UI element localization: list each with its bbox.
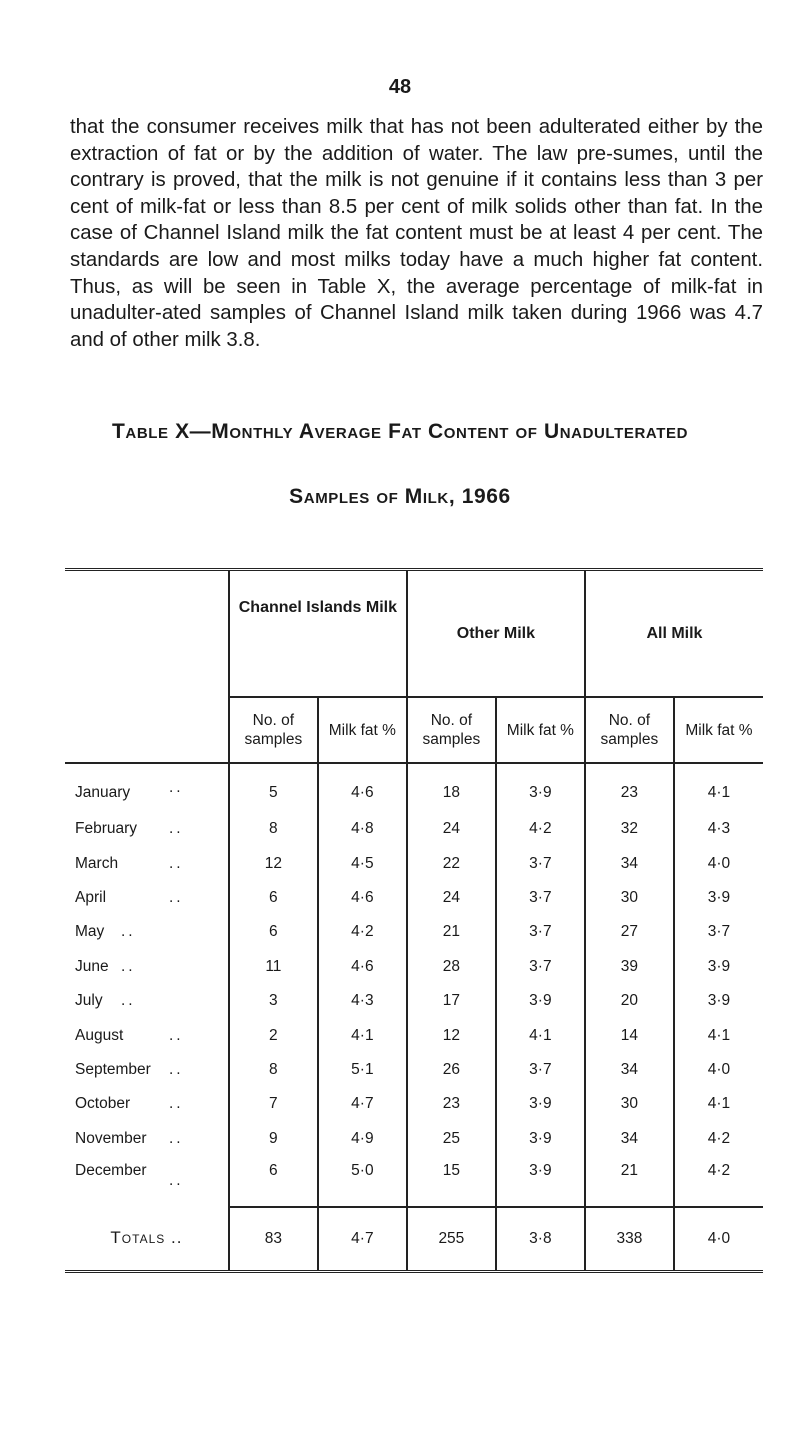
group-header-row <box>65 570 763 698</box>
month-label: December <box>75 1161 147 1179</box>
ci-samples-cell: 6 <box>229 881 318 915</box>
all-samples-cell: 14 <box>585 1018 674 1052</box>
channel-islands-header: Channel Islands Milk <box>229 570 407 698</box>
all-samples-cell: 32 <box>585 812 674 846</box>
other-samples-header: No. of samples <box>407 697 496 763</box>
other-samples-cell: 17 <box>407 984 496 1018</box>
other-samples-cell: 18 <box>407 763 496 812</box>
leader-dots: .. <box>169 1060 184 1078</box>
month-label: February <box>75 820 138 838</box>
month-subheader-blank <box>65 697 229 763</box>
leader-dots: .. <box>169 854 184 872</box>
all-samples-cell: 34 <box>585 846 674 880</box>
ci-fat-cell: 4·2 <box>318 915 407 949</box>
ci-samples-cell: 7 <box>229 1087 318 1121</box>
month-cell <box>65 763 229 812</box>
all-fat-cell: 4·1 <box>674 763 763 812</box>
ci-fat-cell: 4·1 <box>318 1018 407 1052</box>
all-samples-cell: 20 <box>585 984 674 1018</box>
ci-fat-cell: 4·3 <box>318 984 407 1018</box>
all-fat-cell: 3·9 <box>674 881 763 915</box>
all-samples-cell: 23 <box>585 763 674 812</box>
leader-dots: .. <box>121 992 136 1010</box>
other-fat-cell: 3·7 <box>496 915 585 949</box>
other-samples-cell: 24 <box>407 881 496 915</box>
table-title: Table X—Monthly Average Fat Content of Unadulterated <box>111 420 689 443</box>
all-milk-header: All Milk <box>585 570 763 698</box>
leader-dots: .. <box>169 1026 184 1044</box>
leader-dots: .. <box>169 779 184 796</box>
month-header-blank <box>65 570 229 698</box>
other-samples-cell: 28 <box>407 950 496 984</box>
totals-label: Totals .. <box>110 1228 183 1248</box>
other-samples-cell: 23 <box>407 1087 496 1121</box>
all-samples-cell: 34 <box>585 1053 674 1087</box>
table-row <box>65 812 763 846</box>
other-fat-cell: 3·7 <box>496 950 585 984</box>
ci-samples-cell: 6 <box>229 1156 318 1207</box>
table-row <box>65 1053 763 1087</box>
other-samples-cell: 25 <box>407 1122 496 1156</box>
other-samples-cell: 26 <box>407 1053 496 1087</box>
ci-samples-cell: 9 <box>229 1122 318 1156</box>
other-fat-cell: 3·7 <box>496 846 585 880</box>
other-fat-cell: 3·9 <box>496 1087 585 1121</box>
month-label: September <box>75 1060 151 1078</box>
other-fat-header: Milk fat % <box>496 697 585 763</box>
all-fat-cell: 4·2 <box>674 1122 763 1156</box>
other-fat-cell: 3·9 <box>496 1122 585 1156</box>
ci-samples-cell: 3 <box>229 984 318 1018</box>
all-fat-cell: 3·9 <box>674 984 763 1018</box>
month-label: July <box>75 992 103 1010</box>
totals-all-fat: 4·0 <box>674 1207 763 1272</box>
leader-dots: .. <box>121 957 136 975</box>
all-samples-cell: 34 <box>585 1122 674 1156</box>
all-samples-cell: 30 <box>585 881 674 915</box>
month-label: April <box>75 888 107 906</box>
leader-dots: .. <box>169 1172 184 1190</box>
totals-other-samples: 255 <box>407 1207 496 1272</box>
month-cell <box>65 846 229 880</box>
month-cell <box>65 1156 229 1207</box>
totals-ci-samples: 83 <box>229 1207 318 1272</box>
other-fat-cell: 3·9 <box>496 984 585 1018</box>
table-row <box>65 1087 763 1121</box>
other-samples-cell: 15 <box>407 1156 496 1207</box>
ci-fat-cell: 4·7 <box>318 1087 407 1121</box>
leader-dots: .. <box>169 1095 184 1113</box>
leader-dots: .. <box>169 888 184 906</box>
ci-samples-cell: 2 <box>229 1018 318 1052</box>
all-samples-cell: 21 <box>585 1156 674 1207</box>
other-fat-cell: 3·9 <box>496 763 585 812</box>
month-cell <box>65 812 229 846</box>
all-samples-cell: 39 <box>585 950 674 984</box>
ci-fat-cell: 4·8 <box>318 812 407 846</box>
month-cell <box>65 915 229 949</box>
ci-fat-cell: 4·6 <box>318 763 407 812</box>
month-label: May <box>75 923 105 941</box>
table-row <box>65 1122 763 1156</box>
all-fat-cell: 4·0 <box>674 846 763 880</box>
all-fat-header: Milk fat % <box>674 697 763 763</box>
ci-samples-cell: 5 <box>229 763 318 812</box>
body-paragraph: that the consumer receives milk that has not been adulterated either by the extraction of fat or by the addition of water. The law pre-sumes, until the contrary is proved, that the milk is not genuine if it contains less than 3 per cent of milk-fat or less than 8.5 per cent of milk solids other than fat. In the case of Channel Island milk the fat content must be at least 4 per cent. The standards are low and most milks today have a much higher fat content. Thus, as will be seen in Table X, the average percentage of milk-fat in unadulter-ated samples of Channel Island milk taken during 1966 was 4.7 and of other milk 3.8. <box>70 116 763 351</box>
other-fat-cell: 4·1 <box>496 1018 585 1052</box>
ci-samples-cell: 8 <box>229 812 318 846</box>
all-samples-cell: 27 <box>585 915 674 949</box>
month-cell <box>65 1122 229 1156</box>
month-cell <box>65 1087 229 1121</box>
ci-samples-cell: 6 <box>229 915 318 949</box>
month-cell <box>65 1018 229 1052</box>
all-fat-cell: 3·7 <box>674 915 763 949</box>
page-number: 48 <box>388 76 412 98</box>
table-row <box>65 846 763 880</box>
month-cell <box>65 1053 229 1087</box>
table-row <box>65 881 763 915</box>
ci-fat-cell: 4·5 <box>318 846 407 880</box>
ci-fat-cell: 4·6 <box>318 950 407 984</box>
ci-fat-header: Milk fat % <box>318 697 407 763</box>
all-samples-cell: 30 <box>585 1087 674 1121</box>
table-row <box>65 915 763 949</box>
leader-dots: .. <box>169 1129 184 1147</box>
month-label: January <box>75 784 131 801</box>
table-subtitle: Samples of Milk, 1966 <box>289 485 511 508</box>
ci-fat-cell: 5·0 <box>318 1156 407 1207</box>
month-label: November <box>75 1129 147 1147</box>
table-row <box>65 1018 763 1052</box>
month-label: June <box>75 957 109 975</box>
ci-fat-cell: 4·9 <box>318 1122 407 1156</box>
month-label: August <box>75 1026 124 1044</box>
fat-content-table <box>65 568 763 1273</box>
totals-other-fat: 3·8 <box>496 1207 585 1272</box>
all-fat-cell: 4·1 <box>674 1018 763 1052</box>
all-fat-cell: 4·2 <box>674 1156 763 1207</box>
all-fat-cell: 3·9 <box>674 950 763 984</box>
all-samples-header: No. of samples <box>585 697 674 763</box>
totals-ci-fat: 4·7 <box>318 1207 407 1272</box>
ci-samples-header: No. of samples <box>229 697 318 763</box>
other-fat-cell: 4·2 <box>496 812 585 846</box>
ci-fat-cell: 4·6 <box>318 881 407 915</box>
month-label: October <box>75 1095 131 1113</box>
sub-header-row <box>65 697 763 763</box>
table-row <box>65 950 763 984</box>
ci-fat-cell: 5·1 <box>318 1053 407 1087</box>
month-cell <box>65 881 229 915</box>
all-fat-cell: 4·0 <box>674 1053 763 1087</box>
all-fat-cell: 4·3 <box>674 812 763 846</box>
other-samples-cell: 21 <box>407 915 496 949</box>
ci-samples-cell: 12 <box>229 846 318 880</box>
month-cell <box>65 950 229 984</box>
leader-dots: .. <box>121 923 136 941</box>
table-row <box>65 984 763 1018</box>
month-label: March <box>75 854 119 872</box>
other-fat-cell: 3·9 <box>496 1156 585 1207</box>
other-samples-cell: 12 <box>407 1018 496 1052</box>
other-fat-cell: 3·7 <box>496 1053 585 1087</box>
ci-samples-cell: 8 <box>229 1053 318 1087</box>
other-fat-cell: 3·7 <box>496 881 585 915</box>
other-milk-header: Other Milk <box>407 570 585 698</box>
leader-dots: .. <box>169 820 184 838</box>
other-samples-cell: 24 <box>407 812 496 846</box>
ci-samples-cell: 11 <box>229 950 318 984</box>
totals-row <box>65 1207 763 1272</box>
table-row <box>65 763 763 812</box>
other-samples-cell: 22 <box>407 846 496 880</box>
table-row <box>65 1156 763 1207</box>
all-fat-cell: 4·1 <box>674 1087 763 1121</box>
month-cell <box>65 984 229 1018</box>
totals-all-samples: 338 <box>585 1207 674 1272</box>
